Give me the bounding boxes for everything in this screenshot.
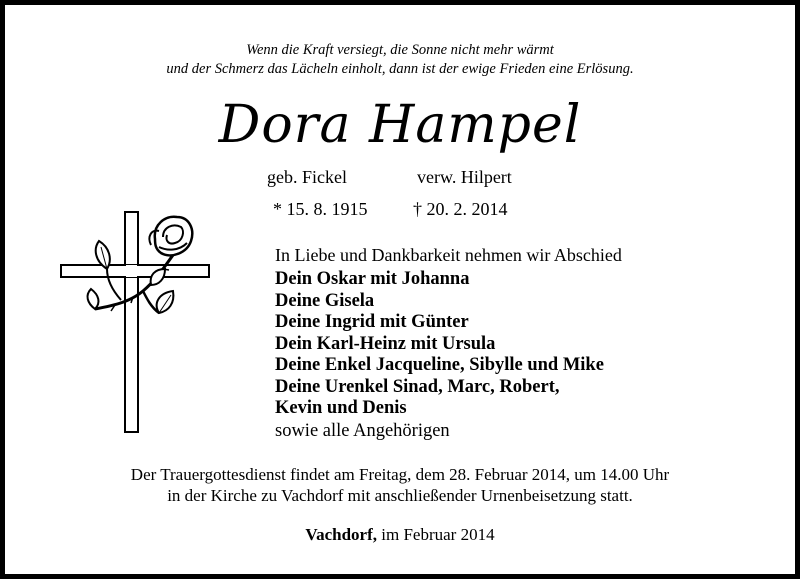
- deceased-name: Dora Hampel: [218, 95, 582, 155]
- place-date: im Februar 2014: [381, 525, 495, 544]
- funeral-service-info: [5, 464, 795, 506]
- service-line-2: in der Kirche zu Vachdorf mit anschließender Urnenbeisetzung statt.: [167, 486, 633, 505]
- mourner-line: Deine Ingrid mit Günter: [275, 312, 469, 332]
- death-date: † 20. 2. 2014: [413, 199, 508, 219]
- cross-with-rose-icon: [55, 207, 225, 437]
- mourner-line: Kevin und Denis: [275, 398, 407, 418]
- mourner-line: Deine Urenkel Sinad, Marc, Robert,: [275, 376, 560, 397]
- other-relatives-line: sowie alle Angehörigen: [275, 420, 450, 441]
- poem-line-2: und der Schmerz das Lächeln einholt, dann ist der ewige Frieden eine Erlösung.: [166, 61, 634, 77]
- mourner-line: Dein Karl-Heinz mit Ursula: [275, 333, 496, 354]
- widowed-name: verw. Hilpert: [417, 167, 512, 187]
- memorial-poem: [5, 41, 795, 79]
- poem-line-1: Wenn die Kraft versiegt, die Sonne nicht mehr wärmt: [246, 42, 554, 58]
- birth-name: geb. Fickel: [267, 167, 347, 187]
- mourner-line: Deine Enkel Jacqueline, Sibylle und Mike: [275, 355, 604, 375]
- birth-date: * 15. 8. 1915: [273, 199, 368, 219]
- service-line-1: Der Trauergottesdienst findet am Freitag, dem 28. Februar 2014, um 14.00 Uhr: [130, 465, 670, 484]
- place-town: Vachdorf,: [305, 525, 378, 544]
- farewell-line: In Liebe und Dankbarkeit nehmen wir Abschied: [275, 245, 622, 265]
- mourner-line: Deine Gisela: [275, 290, 375, 311]
- place-and-date: [5, 524, 795, 546]
- mourners-list: [275, 269, 604, 442]
- mourner-line: Dein Oskar mit Johanna: [275, 269, 470, 289]
